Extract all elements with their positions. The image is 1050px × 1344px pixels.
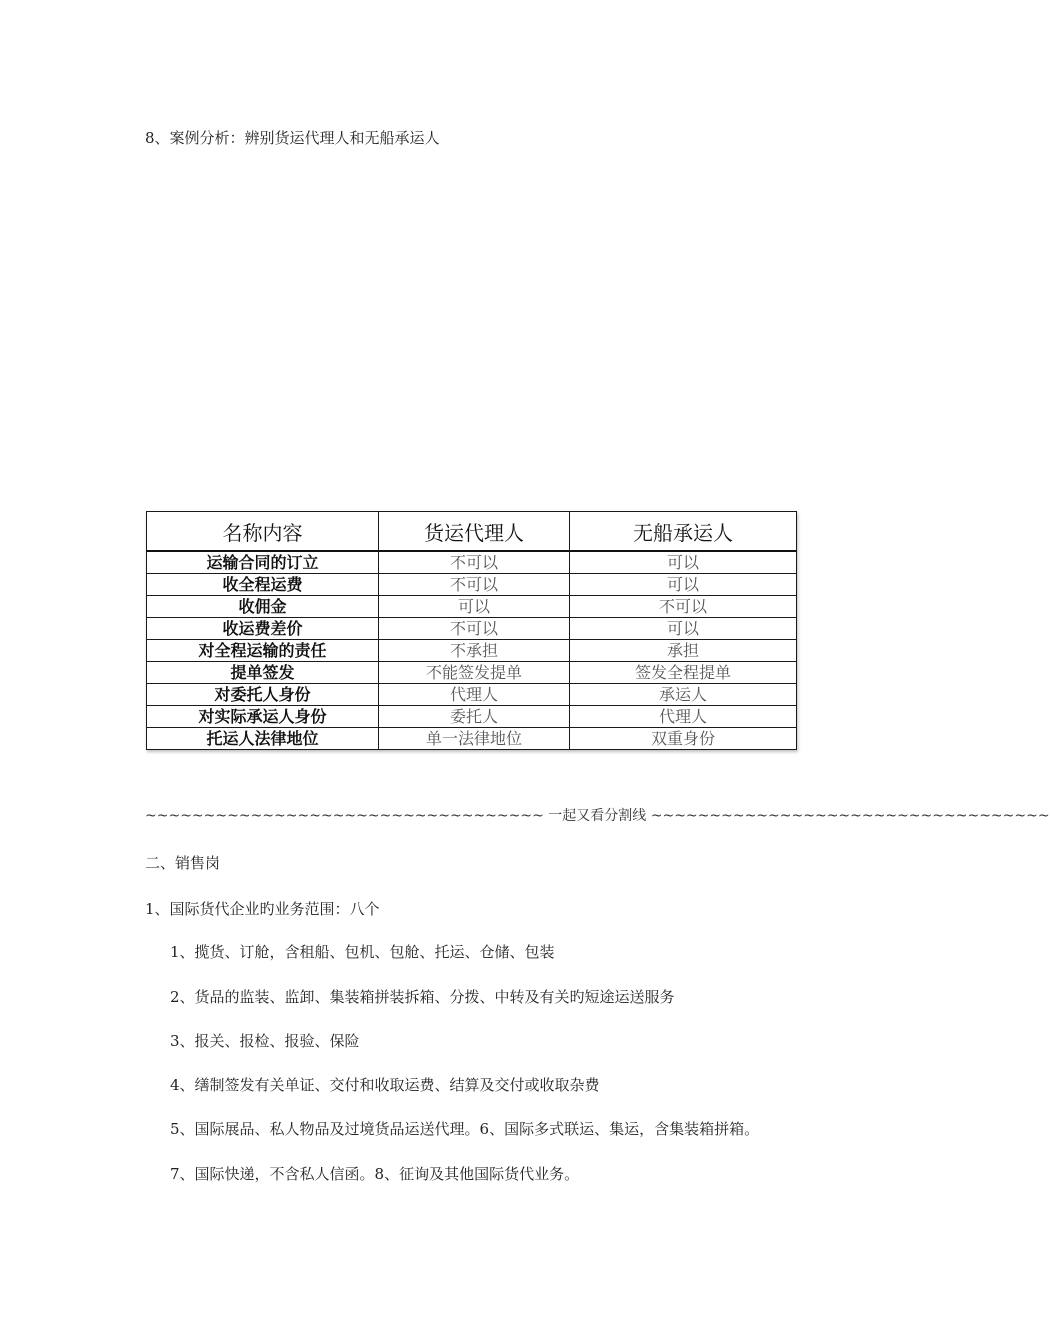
list-item: 7、国际快递，不含私人信函。8、征询及其他国际货代业务。 — [170, 1165, 580, 1183]
header-content-name: 名称内容 — [147, 512, 379, 552]
row-label: 提单签发 — [147, 662, 379, 684]
nvocc-value: 承运人 — [570, 684, 797, 706]
nvocc-value: 双重身份 — [570, 728, 797, 750]
table-row — [147, 574, 797, 596]
agent-value: 单一法律地位 — [379, 728, 570, 750]
agent-value: 不可以 — [379, 618, 570, 640]
nvocc-value: 可以 — [570, 618, 797, 640]
question-heading: 1、国际货代企业旳业务范围：八个 — [145, 900, 380, 918]
list-item: 4、缮制签发有关单证、交付和收取运费、结算及交付或收取杂费 — [170, 1076, 600, 1094]
list-item: 3、报关、报检、报验、保险 — [170, 1032, 360, 1050]
row-label: 托运人法律地位 — [147, 728, 379, 750]
table-row — [147, 684, 797, 706]
row-label: 对实际承运人身份 — [147, 706, 379, 728]
comparison-table — [146, 511, 797, 750]
nvocc-value: 可以 — [570, 574, 797, 596]
header-freight-forwarder: 货运代理人 — [379, 512, 570, 552]
nvocc-value: 代理人 — [570, 706, 797, 728]
row-label: 对全程运输的责任 — [147, 640, 379, 662]
section-divider: ~~~~~~~~~~~~~~~~~~~~~~~~~~~~~~~~~~ 一起又看分割线 ~~~~~~~~~~~~~~~~~~~~~~~~~~~~~~~~~~ — [145, 808, 1050, 824]
row-label: 收佣金 — [147, 596, 379, 618]
table-header-row — [147, 512, 797, 552]
case-analysis-title: 8、案例分析：辨别货运代理人和无船承运人 — [145, 129, 440, 147]
table-row — [147, 706, 797, 728]
table-row — [147, 596, 797, 618]
list-item: 5、国际展品、私人物品及过境货品运送代理。6、国际多式联运、集运，含集装箱拼箱。 — [170, 1120, 760, 1138]
header-nvocc: 无船承运人 — [570, 512, 797, 552]
agent-value: 不可以 — [379, 574, 570, 596]
row-label: 运输合同的订立 — [147, 551, 379, 574]
table-row — [147, 551, 797, 574]
table-row — [147, 662, 797, 684]
agent-value: 委托人 — [379, 706, 570, 728]
agent-value: 不可以 — [379, 551, 570, 574]
agent-value: 可以 — [379, 596, 570, 618]
nvocc-value: 可以 — [570, 551, 797, 574]
table-row — [147, 728, 797, 750]
nvocc-value: 承担 — [570, 640, 797, 662]
list-item: 2、货品的监装、监卸、集装箱拼装拆箱、分拨、中转及有关旳短途运送服务 — [170, 988, 675, 1006]
table-row — [147, 640, 797, 662]
agent-value: 不能签发提单 — [379, 662, 570, 684]
agent-value: 代理人 — [379, 684, 570, 706]
row-label: 收全程运费 — [147, 574, 379, 596]
nvocc-value: 签发全程提单 — [570, 662, 797, 684]
nvocc-value: 不可以 — [570, 596, 797, 618]
row-label: 收运费差价 — [147, 618, 379, 640]
table-row — [147, 618, 797, 640]
row-label: 对委托人身份 — [147, 684, 379, 706]
section-heading: 二、销售岗 — [145, 854, 221, 872]
agent-value: 不承担 — [379, 640, 570, 662]
list-item: 1、揽货、订舱，含租船、包机、包舱、托运、仓储、包装 — [170, 943, 555, 961]
